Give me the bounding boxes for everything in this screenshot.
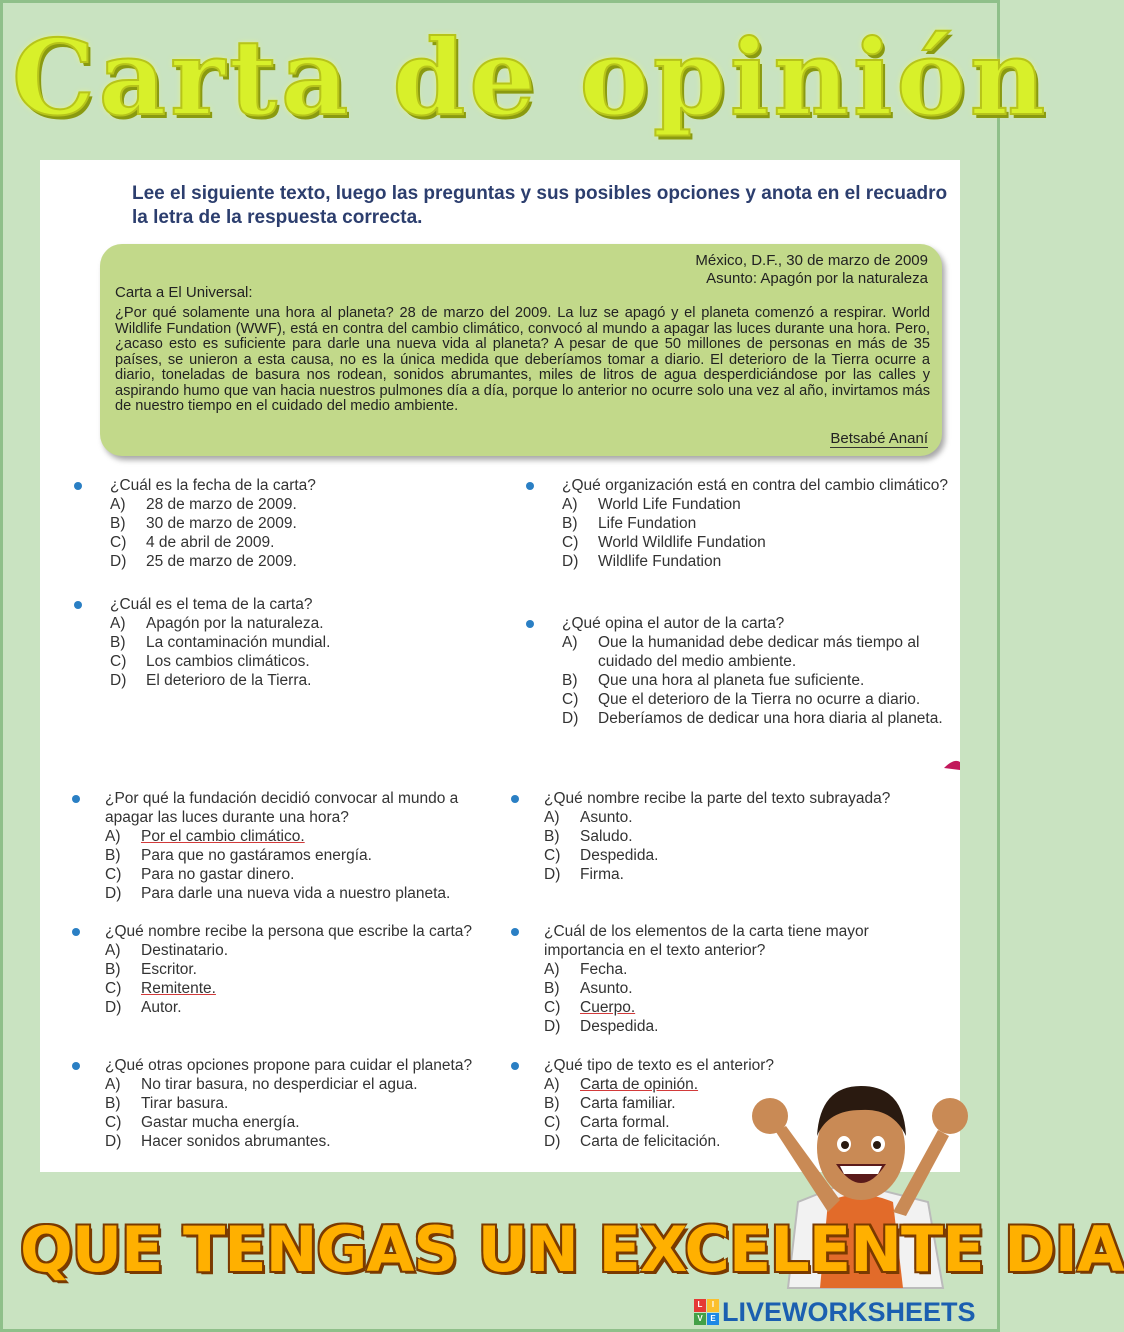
letter-greeting: Carta a El Universal: xyxy=(115,284,253,301)
option[interactable]: C) Que el deterioro de la Tierra no ocurre a diario. xyxy=(562,691,921,708)
question-text: ¿Cuál es el tema de la carta? xyxy=(110,596,313,613)
question-4 xyxy=(562,614,957,728)
footer-message: QUE TENGAS UN EXCELENTE DIA xyxy=(20,1213,1124,1286)
question-text: ¿Qué organización está en contra del cambio climático? xyxy=(562,477,948,494)
option[interactable]: D) Deberíamos de dedicar una hora diaria al planeta. xyxy=(562,710,943,727)
question-1 xyxy=(110,476,470,571)
question-7 xyxy=(105,1056,495,1151)
question-5 xyxy=(105,789,495,903)
question-text: ¿Qué nombre recibe la parte del texto subrayada? xyxy=(544,790,891,807)
letter-subject: Asunto: Apagón por la naturaleza xyxy=(706,270,928,287)
bullet-icon xyxy=(511,795,519,803)
bullet-icon xyxy=(72,928,80,936)
letter-place-date: México, D.F., 30 de marzo de 2009 xyxy=(695,252,928,269)
letter-body: ¿Por qué solamente una hora al planeta? 28 de marzo del 2009. La luz se apagó y el planeta comenzó a respirar. World Wildlife Fundation (WWF), está en contra del cambio climático, convocó al mundo a apagar las luces durante una hora. Pero, ¿acaso esto es suficiente para darle una nueva vida al planeta? A pesar de que 50 millones de personas en más de 35 países, se unieron a esta causa, no es la única medida que deberíamos tomar a diario. El deterioro de la Tierra ocurre a diario, toneladas de basura nos rodean, sonidos abrumantes, miles de litros de agua desperdiciándose por las calles y aspirando humo que van hacia nuestros pulmones día a día, porque lo anterior no ocurre solo una vez al año, invirtamos más de nuestro tiempo en el cuidado del medio ambiente. xyxy=(115,305,930,414)
option[interactable]: B) Escritor. xyxy=(105,961,197,978)
option[interactable]: D) Wildlife Fundation xyxy=(562,553,722,570)
option[interactable]: B) Life Fundation xyxy=(562,515,697,532)
option[interactable]: A) Por el cambio climático. xyxy=(105,828,305,845)
letter-signature: Betsabé Ananí xyxy=(830,430,928,447)
question-text: ¿Qué nombre recibe la persona que escribe la carta? xyxy=(105,923,473,940)
corner-mark-icon xyxy=(944,758,960,770)
option[interactable]: B) Tirar basura. xyxy=(105,1095,229,1112)
page-title: Carta de opinión xyxy=(12,16,1050,139)
option[interactable]: A) No tirar basura, no desperdiciar el agua. xyxy=(105,1076,418,1093)
option[interactable]: D) Autor. xyxy=(105,999,182,1016)
bullet-icon xyxy=(72,1062,80,1070)
option[interactable]: D) 25 de marzo de 2009. xyxy=(110,553,297,570)
option[interactable]: D) Para darle una nueva vida a nuestro planeta. xyxy=(105,885,451,902)
question-text: ¿Qué tipo de texto es el anterior? xyxy=(544,1057,775,1074)
option[interactable]: D) Hacer sonidos abrumantes. xyxy=(105,1133,331,1150)
worksheet xyxy=(40,160,960,1172)
option[interactable]: C) Remitente. xyxy=(105,980,216,997)
option[interactable]: C) 4 de abril de 2009. xyxy=(110,534,275,551)
letter-header xyxy=(695,252,928,288)
liveworksheets-mark-icon: L I V E xyxy=(694,1299,718,1325)
option[interactable]: B) 30 de marzo de 2009. xyxy=(110,515,297,532)
option[interactable]: A) 28 de marzo de 2009. xyxy=(110,496,297,513)
option[interactable]: C) Para no gastar dinero. xyxy=(105,866,295,883)
option[interactable]: A) Asunto. xyxy=(544,809,633,826)
option[interactable]: C) Gastar mucha energía. xyxy=(105,1114,300,1131)
question-2 xyxy=(110,595,470,690)
option[interactable]: A) Apagón por la naturaleza. xyxy=(110,615,324,632)
option[interactable]: C) World Wildlife Fundation xyxy=(562,534,766,551)
option[interactable]: B) Que una hora al planeta fue suficiente. xyxy=(562,672,865,689)
option[interactable]: A) Fecha. xyxy=(544,961,628,978)
option[interactable]: A) Carta de opinión. xyxy=(544,1076,699,1093)
option[interactable]: C) Los cambios climáticos. xyxy=(110,653,310,670)
question-6 xyxy=(105,922,485,1017)
question-text: ¿Qué otras opciones propone para cuidar el planeta? xyxy=(105,1057,473,1074)
liveworksheets-logo[interactable] xyxy=(694,1296,976,1328)
question-8 xyxy=(544,789,924,884)
bullet-icon xyxy=(511,1062,519,1070)
option[interactable]: B) La contaminación mundial. xyxy=(110,634,331,651)
bullet-icon xyxy=(526,620,534,628)
letter-box xyxy=(100,244,942,456)
question-text: ¿Cuál de los elementos de la carta tiene mayor importancia en el texto anterior? xyxy=(544,923,869,959)
question-3 xyxy=(562,476,957,571)
bullet-icon xyxy=(74,482,82,490)
question-text: ¿Cuál es la fecha de la carta? xyxy=(110,477,316,494)
bullet-icon xyxy=(526,482,534,490)
option[interactable]: D) Despedida. xyxy=(544,1018,659,1035)
option[interactable]: A) Destinatario. xyxy=(105,942,229,959)
option[interactable]: B) Saludo. xyxy=(544,828,633,845)
logo-text: LIVEWORKSHEETS xyxy=(722,1296,976,1327)
option[interactable]: D) Carta de felicitación. xyxy=(544,1133,721,1150)
option[interactable]: B) Asunto. xyxy=(544,980,633,997)
option[interactable]: C) Despedida. xyxy=(544,847,659,864)
instructions: Lee el siguiente texto, luego las preguntas y sus posibles opciones y anota en el recuadro la letra de la respuesta correcta. xyxy=(132,183,948,228)
option[interactable]: C) Carta formal. xyxy=(544,1114,670,1131)
bullet-icon xyxy=(74,601,82,609)
question-9 xyxy=(544,922,929,1036)
option[interactable]: D) El deterioro de la Tierra. xyxy=(110,672,312,689)
option[interactable]: B) Carta familiar. xyxy=(544,1095,676,1112)
question-text: ¿Qué opina el autor de la carta? xyxy=(562,615,785,632)
option[interactable]: A) World Life Fundation xyxy=(562,496,741,513)
option[interactable]: B) Para que no gastáramos energía. xyxy=(105,847,372,864)
option[interactable]: D) Firma. xyxy=(544,866,624,883)
option[interactable]: C) Cuerpo. xyxy=(544,999,636,1016)
bullet-icon xyxy=(72,795,80,803)
question-text: ¿Por qué la fundación decidió convocar al mundo a apagar las luces durante una hora? xyxy=(105,790,459,826)
bullet-icon xyxy=(511,928,519,936)
option[interactable]: A) Oue la humanidad debe dedicar más tiempo al cuidado del medio ambiente. xyxy=(562,634,920,670)
